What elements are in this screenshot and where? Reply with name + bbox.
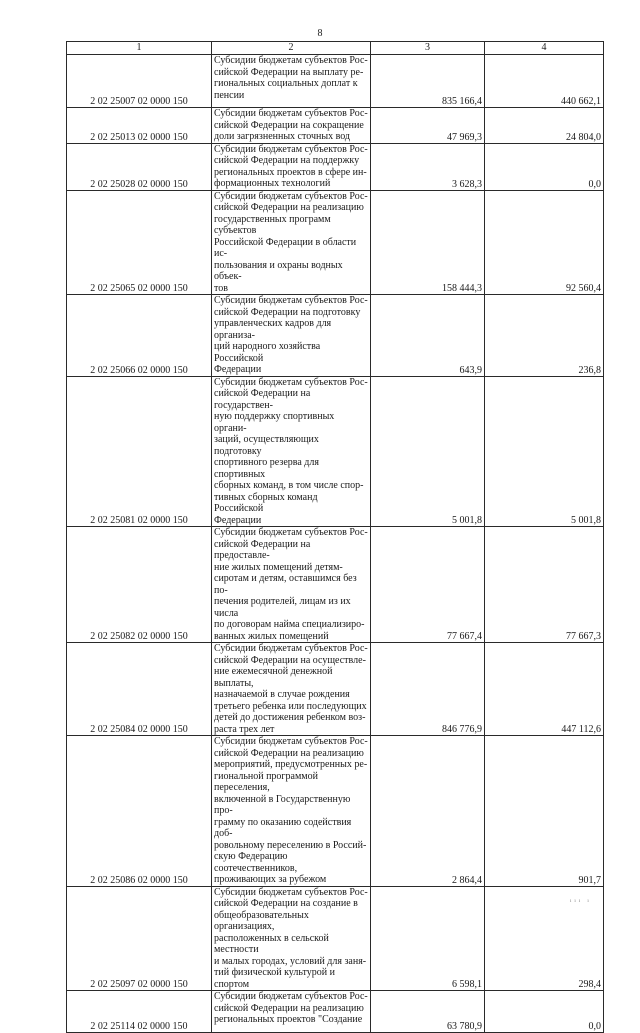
description-line: сийской Федерации на государствен-	[214, 388, 311, 411]
scan-mark: ııı ı	[570, 899, 592, 904]
amount-col-3: 643,9	[371, 295, 485, 377]
description-line: тивных сборных команд Российской	[214, 491, 318, 514]
amount-col-4: 236,8	[485, 295, 604, 377]
description-line: Субсидии бюджетам субъектов Рос-	[214, 991, 368, 1002]
description-line: тов	[214, 282, 228, 294]
description-line: формационных технологий	[214, 178, 331, 189]
subsidy-description	[212, 527, 371, 643]
amount-col-3: 158 444,3	[371, 190, 485, 295]
description-line: раста трех лет	[214, 723, 275, 735]
amount-col-3: 3 628,3	[371, 143, 485, 190]
description-line: сийской Федерации на реализацию	[214, 747, 364, 759]
description-line: ную поддержку спортивных органи-	[214, 411, 335, 434]
amount-col-3: 63 780,9	[371, 991, 485, 1033]
table-row	[67, 190, 604, 295]
table-row	[67, 527, 604, 643]
description-line: ций народного хозяйства Российской	[214, 341, 321, 364]
description-line: мероприятий, предусмотренных ре-	[214, 759, 368, 770]
budget-code: 2 02 25097 02 0000 150	[67, 886, 212, 991]
subsidy-description	[212, 143, 371, 190]
description-line: тий физической культурой и спортом	[214, 967, 335, 990]
description-line: государственных программ субъектов	[214, 213, 331, 236]
description-line: гиональных социальных доплат к	[214, 78, 358, 89]
description-line: сиротам и детям, оставшимся без по-	[214, 573, 357, 596]
description-line: Субсидии бюджетам субъектов Рос-	[214, 376, 368, 388]
amount-col-4: 447 112,6	[485, 643, 604, 736]
description-line: пенсии	[214, 89, 245, 101]
description-line: назначаемой в случае рождения	[214, 689, 350, 700]
description-line: сийской Федерации на поддержку	[214, 155, 360, 166]
budget-code: 2 02 25114 02 0000 150	[67, 991, 212, 1033]
description-line: сийской Федерации на выплату ре-	[214, 66, 364, 78]
description-line: Федерации	[214, 364, 262, 375]
description-line: проживающих за рубежом	[214, 874, 327, 885]
description-line: управленческих кадров для организа-	[214, 318, 332, 341]
subsidy-description	[212, 643, 371, 736]
description-line: включенной в Государственную про-	[214, 793, 351, 816]
description-line: Российской Федерации в области ис-	[214, 236, 357, 259]
subsidy-description	[212, 886, 371, 991]
table-row	[67, 736, 604, 887]
description-line: сийской Федерации на сокращение	[214, 119, 364, 131]
description-line: Субсидии бюджетам субъектов Рос-	[214, 190, 368, 202]
table-row	[67, 295, 604, 377]
table-row	[67, 643, 604, 736]
description-line: ровольному переселению в Россий-	[214, 839, 367, 851]
table-row	[67, 143, 604, 190]
description-line: Субсидии бюджетам субъектов Рос-	[214, 736, 368, 747]
header-col-4: 4	[485, 42, 604, 55]
amount-col-4: 24 804,0	[485, 108, 604, 144]
description-line: детей до достижения ребенком воз-	[214, 712, 366, 723]
description-line: доли загрязненных сточных вод	[214, 131, 351, 142]
amount-col-4: 901,7	[485, 736, 604, 887]
table-row	[67, 376, 604, 527]
description-line: региональных проектов в сфере ин-	[214, 166, 367, 178]
amount-col-3: 2 864,4	[371, 736, 485, 887]
table-row	[67, 886, 604, 991]
description-line: грамму по оказанию содействия доб-	[214, 816, 352, 839]
description-line: ние жилых помещений детям-	[214, 561, 343, 573]
description-line: Субсидии бюджетам субъектов Рос-	[214, 55, 368, 66]
amount-col-3: 846 776,9	[371, 643, 485, 736]
table-header-row	[67, 42, 604, 55]
description-line: Субсидии бюджетам субъектов Рос-	[214, 295, 368, 306]
budget-code: 2 02 25081 02 0000 150	[67, 376, 212, 527]
amount-col-4: 0,0	[485, 991, 604, 1033]
table-row	[67, 991, 604, 1033]
description-line: Субсидии бюджетам субъектов Рос-	[214, 643, 368, 654]
description-line: общеобразовательных организациях,	[214, 909, 309, 932]
description-line: сийской Федерации на создание в	[214, 898, 358, 909]
description-line: Субсидии бюджетам субъектов Рос-	[214, 886, 368, 898]
description-line: сийской Федерации на предоставле-	[214, 538, 311, 561]
subsidy-description	[212, 736, 371, 887]
description-line: сийской Федерации на осуществле-	[214, 654, 366, 666]
description-line: сийской Федерации на реализацию	[214, 1002, 364, 1014]
description-line: печения родителей, лицам из их числа	[214, 596, 351, 619]
subsidy-description	[212, 376, 371, 527]
amount-col-3: 77 667,4	[371, 527, 485, 643]
amount-col-4: 0,0	[485, 143, 604, 190]
amount-col-4: 298,4	[485, 886, 604, 991]
subsidy-description	[212, 991, 371, 1033]
description-line: спортивного резерва для спортивных	[214, 457, 319, 480]
description-line: пользования и охраны водных объек-	[214, 259, 343, 282]
description-line: скую Федерацию соотечественников,	[214, 851, 298, 874]
description-line: Субсидии бюджетам субъектов Рос-	[214, 108, 368, 119]
header-col-3: 3	[371, 42, 485, 55]
table-row	[67, 55, 604, 108]
subsidy-description	[212, 295, 371, 377]
page-number: 8	[317, 28, 323, 39]
description-line: заций, осуществляющих подготовку	[214, 434, 319, 457]
subsidy-description	[212, 108, 371, 144]
budget-code: 2 02 25007 02 0000 150	[67, 55, 212, 108]
amount-col-4: 92 560,4	[485, 190, 604, 295]
amount-col-4: 440 662,1	[485, 55, 604, 108]
table-row	[67, 108, 604, 144]
description-line: третьего ребенка или последующих	[214, 700, 367, 712]
description-line: ванных жилых помещений	[214, 630, 329, 642]
description-line: региональных проектов "Создание	[214, 1014, 363, 1025]
amount-col-3: 6 598,1	[371, 886, 485, 991]
description-line: по договорам найма специализиро-	[214, 619, 365, 630]
description-line: сборных команд, в том числе спор-	[214, 480, 364, 491]
description-line: и малых городах, условий для заня-	[214, 955, 367, 967]
description-line: расположенных в сельской местности	[214, 932, 329, 955]
budget-code: 2 02 25065 02 0000 150	[67, 190, 212, 295]
subsidy-description	[212, 190, 371, 295]
budget-table	[66, 41, 604, 1033]
header-col-2: 2	[212, 42, 371, 55]
amount-col-4: 77 667,3	[485, 527, 604, 643]
description-line: Субсидии бюджетам субъектов Рос-	[214, 143, 368, 155]
description-line: сийской Федерации на реализацию	[214, 202, 364, 213]
budget-code: 2 02 25028 02 0000 150	[67, 143, 212, 190]
description-line: сийской Федерации на подготовку	[214, 306, 361, 318]
amount-col-4: 5 001,8	[485, 376, 604, 527]
description-line: Субсидии бюджетам субъектов Рос-	[214, 527, 368, 538]
description-line: гиональной программой переселения,	[214, 770, 318, 793]
amount-col-3: 835 166,4	[371, 55, 485, 108]
budget-code: 2 02 25086 02 0000 150	[67, 736, 212, 887]
description-line: ние ежемесячной денежной выплаты,	[214, 666, 333, 689]
amount-col-3: 5 001,8	[371, 376, 485, 527]
description-line: Федерации	[214, 514, 262, 526]
header-col-1: 1	[67, 42, 212, 55]
amount-col-3: 47 969,3	[371, 108, 485, 144]
budget-code: 2 02 25084 02 0000 150	[67, 643, 212, 736]
budget-code: 2 02 25082 02 0000 150	[67, 527, 212, 643]
budget-code: 2 02 25013 02 0000 150	[67, 108, 212, 144]
budget-code: 2 02 25066 02 0000 150	[67, 295, 212, 377]
subsidy-description	[212, 55, 371, 108]
